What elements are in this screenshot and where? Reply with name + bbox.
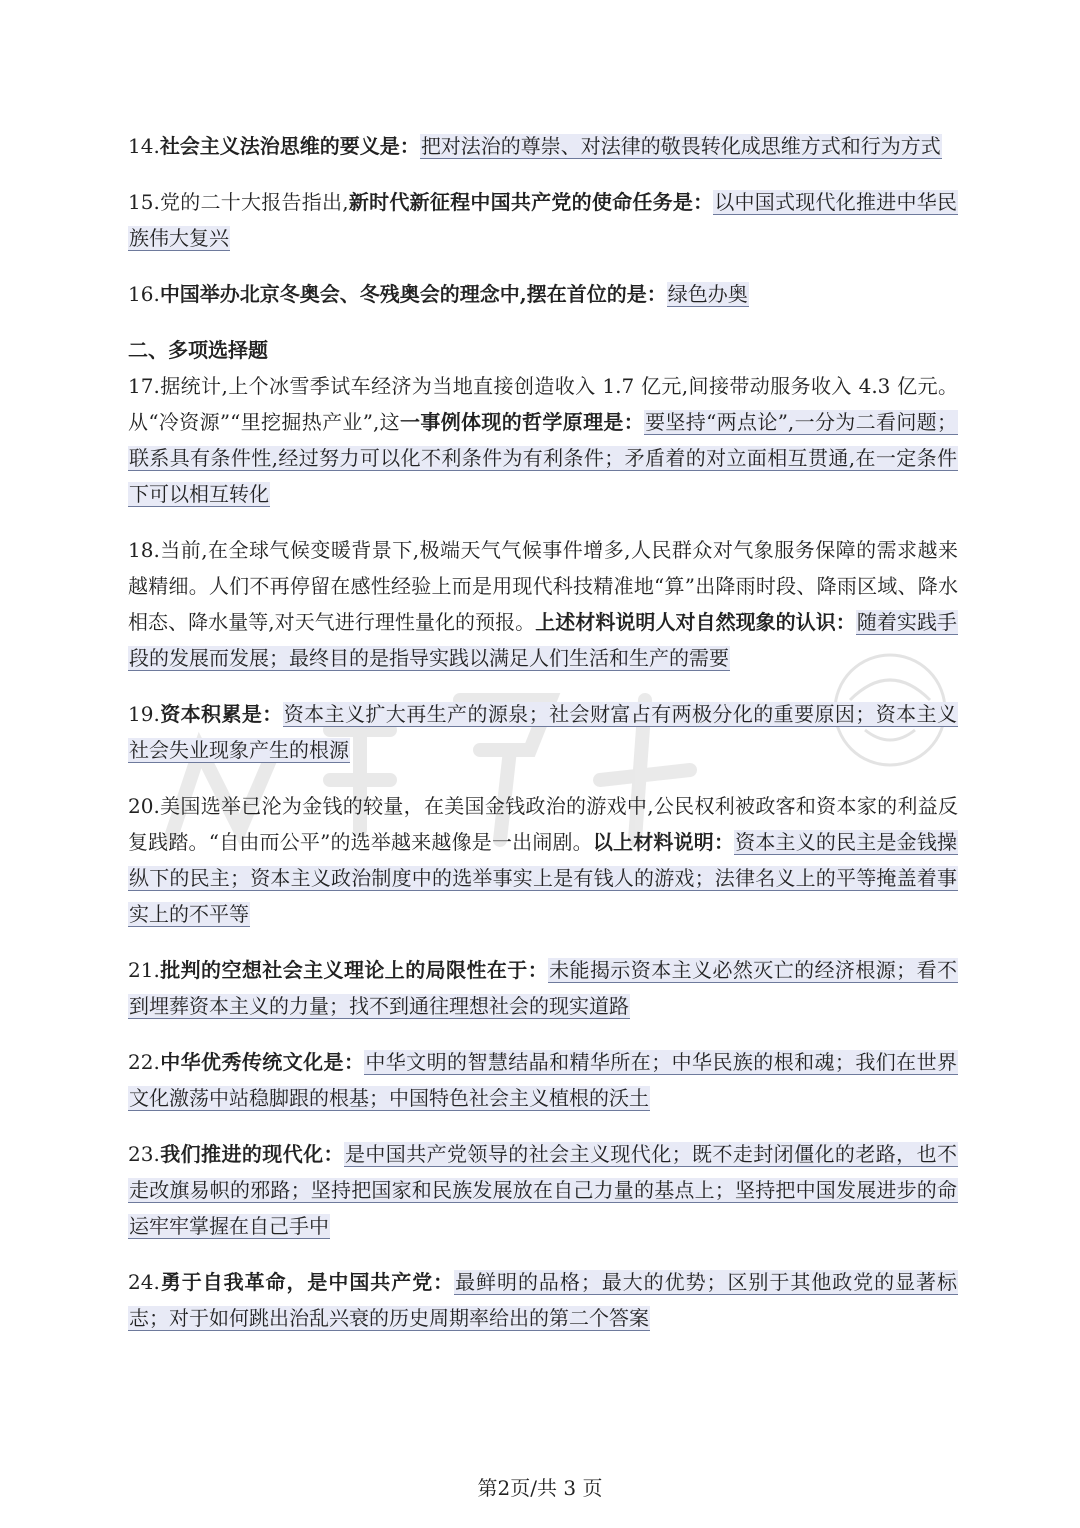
answer-text: 绿色办奥 bbox=[667, 282, 748, 306]
section-title: 二、多项选择题 bbox=[128, 338, 268, 362]
question-number: 24. bbox=[128, 1270, 160, 1294]
question-stem: 批判的空想社会主义理论上的局限性在于： bbox=[159, 958, 549, 982]
question-stem: 中国举办北京冬奥会、冬残奥会的理念中,摆在首位的是： bbox=[159, 282, 667, 306]
question-24 bbox=[128, 1264, 958, 1336]
answer-text: 未能揭示资本主义必然灭亡的经济根源；看不到埋葬资本主义的力量；找不到通往理想社会的现实道路 bbox=[129, 958, 958, 1018]
question-stem: 我们推进的现代化： bbox=[159, 1142, 344, 1166]
question-stem: 上述材料说明人对自然现象的认识： bbox=[535, 610, 856, 634]
question-number: 19. bbox=[128, 702, 160, 726]
question-14 bbox=[128, 128, 958, 164]
question-stem: 社会主义法治思维的要义是： bbox=[159, 134, 420, 158]
answer-text: 以中国式现代化推进中华民族伟大复兴 bbox=[129, 190, 958, 250]
answer-text: 要坚持“两点论”,一分为二看问题；联系具有条件性,经过努力可以化不利条件为有利条件；矛盾着的对立面相互贯通,在一定条件下可以相互转化 bbox=[129, 410, 957, 506]
answer-text: 中华文明的智慧结晶和精华所在；中华民族的根和魂；我们在世界文化激荡中站稳脚跟的根基；中国特色社会主义植根的沃土 bbox=[129, 1050, 958, 1110]
question-context: 美国选举已沦为金钱的较量，在美国金钱政治的游戏中,公民权利被政客和资本家的利益反复践踏。“自由而公平”的选举越来越像是一出闹剧。 bbox=[128, 794, 958, 854]
question-number: 16. bbox=[128, 282, 160, 306]
question-number: 22. bbox=[128, 1050, 160, 1074]
question-23 bbox=[128, 1136, 958, 1244]
answer-text: 资本主义扩大再生产的源泉；社会财富占有两极分化的重要原因；资本主义社会失业现象产生的根源 bbox=[129, 702, 958, 762]
question-number: 17. bbox=[128, 374, 160, 398]
page-footer: 第2页/共 3 页 bbox=[477, 1476, 603, 1500]
question-stem: 以上材料说明： bbox=[592, 830, 735, 854]
question-19 bbox=[128, 696, 958, 768]
answer-text: 是中国共产党领导的社会主义现代化；既不走封闭僵化的老路，也不走改旗易帜的邪路；坚持把国家和民族发展放在自己力量的基点上；坚持把中国发展进步的命运牢牢掌握在自己手中 bbox=[129, 1142, 958, 1238]
question-16 bbox=[128, 276, 958, 312]
question-stem: 中华优秀传统文化是： bbox=[159, 1050, 365, 1074]
question-20 bbox=[128, 788, 958, 932]
answer-text: 把对法治的尊崇、对法律的敬畏转化成思维方式和行为方式 bbox=[420, 134, 941, 158]
question-context: 据统计,上个冰雪季试车经济为当地直接创造收入 1.7 亿元,间接带动服务收入 4.3 亿元。从“冷资源”“里挖掘热产业”,这 bbox=[128, 374, 958, 434]
document-page bbox=[128, 128, 958, 1356]
answer-text: 最鲜明的品格；最大的优势；区别于其他政党的显著标志；对于如何跳出治乱兴衰的历史周期率给出的第二个答案 bbox=[129, 1270, 958, 1330]
answer-text: 随着实践手段的发展而发展；最终目的是指导实践以满足人们生活和生产的需要 bbox=[129, 610, 958, 670]
question-22 bbox=[128, 1044, 958, 1116]
question-number: 20. bbox=[128, 794, 160, 818]
question-number: 15. bbox=[128, 190, 160, 214]
question-number: 18. bbox=[128, 538, 160, 562]
question-15 bbox=[128, 184, 958, 256]
question-number: 23. bbox=[128, 1142, 160, 1166]
question-number: 14. bbox=[128, 134, 160, 158]
question-context: 当前,在全球气候变暖背景下,极端天气气候事件增多,人民群众对气象服务保障的需求越来越精细。人们不再停留在感性经验上而是用现代科技精准地“算”出降雨时段、降雨区域、降水相态、降水量等,对天气进行理性量化的预报。 bbox=[128, 538, 958, 634]
question-stem: 一事例体现的哲学原理是： bbox=[400, 410, 645, 434]
question-stem: 资本积累是： bbox=[159, 702, 283, 726]
question-stem: 勇于自我革命，是中国共产党： bbox=[159, 1270, 455, 1294]
question-18 bbox=[128, 532, 958, 676]
question-17 bbox=[128, 368, 958, 512]
answer-text: 资本主义的民主是金钱操纵下的民主；资本主义政治制度中的选举事实上是有钱人的游戏；法律名义上的平等掩盖着事实上的不平等 bbox=[129, 830, 958, 926]
question-number: 21. bbox=[128, 958, 160, 982]
question-stem: 新时代新征程中国共产党的使命任务是： bbox=[348, 190, 714, 214]
question-21 bbox=[128, 952, 958, 1024]
question-context: 党的二十大报告指出, bbox=[159, 190, 349, 214]
